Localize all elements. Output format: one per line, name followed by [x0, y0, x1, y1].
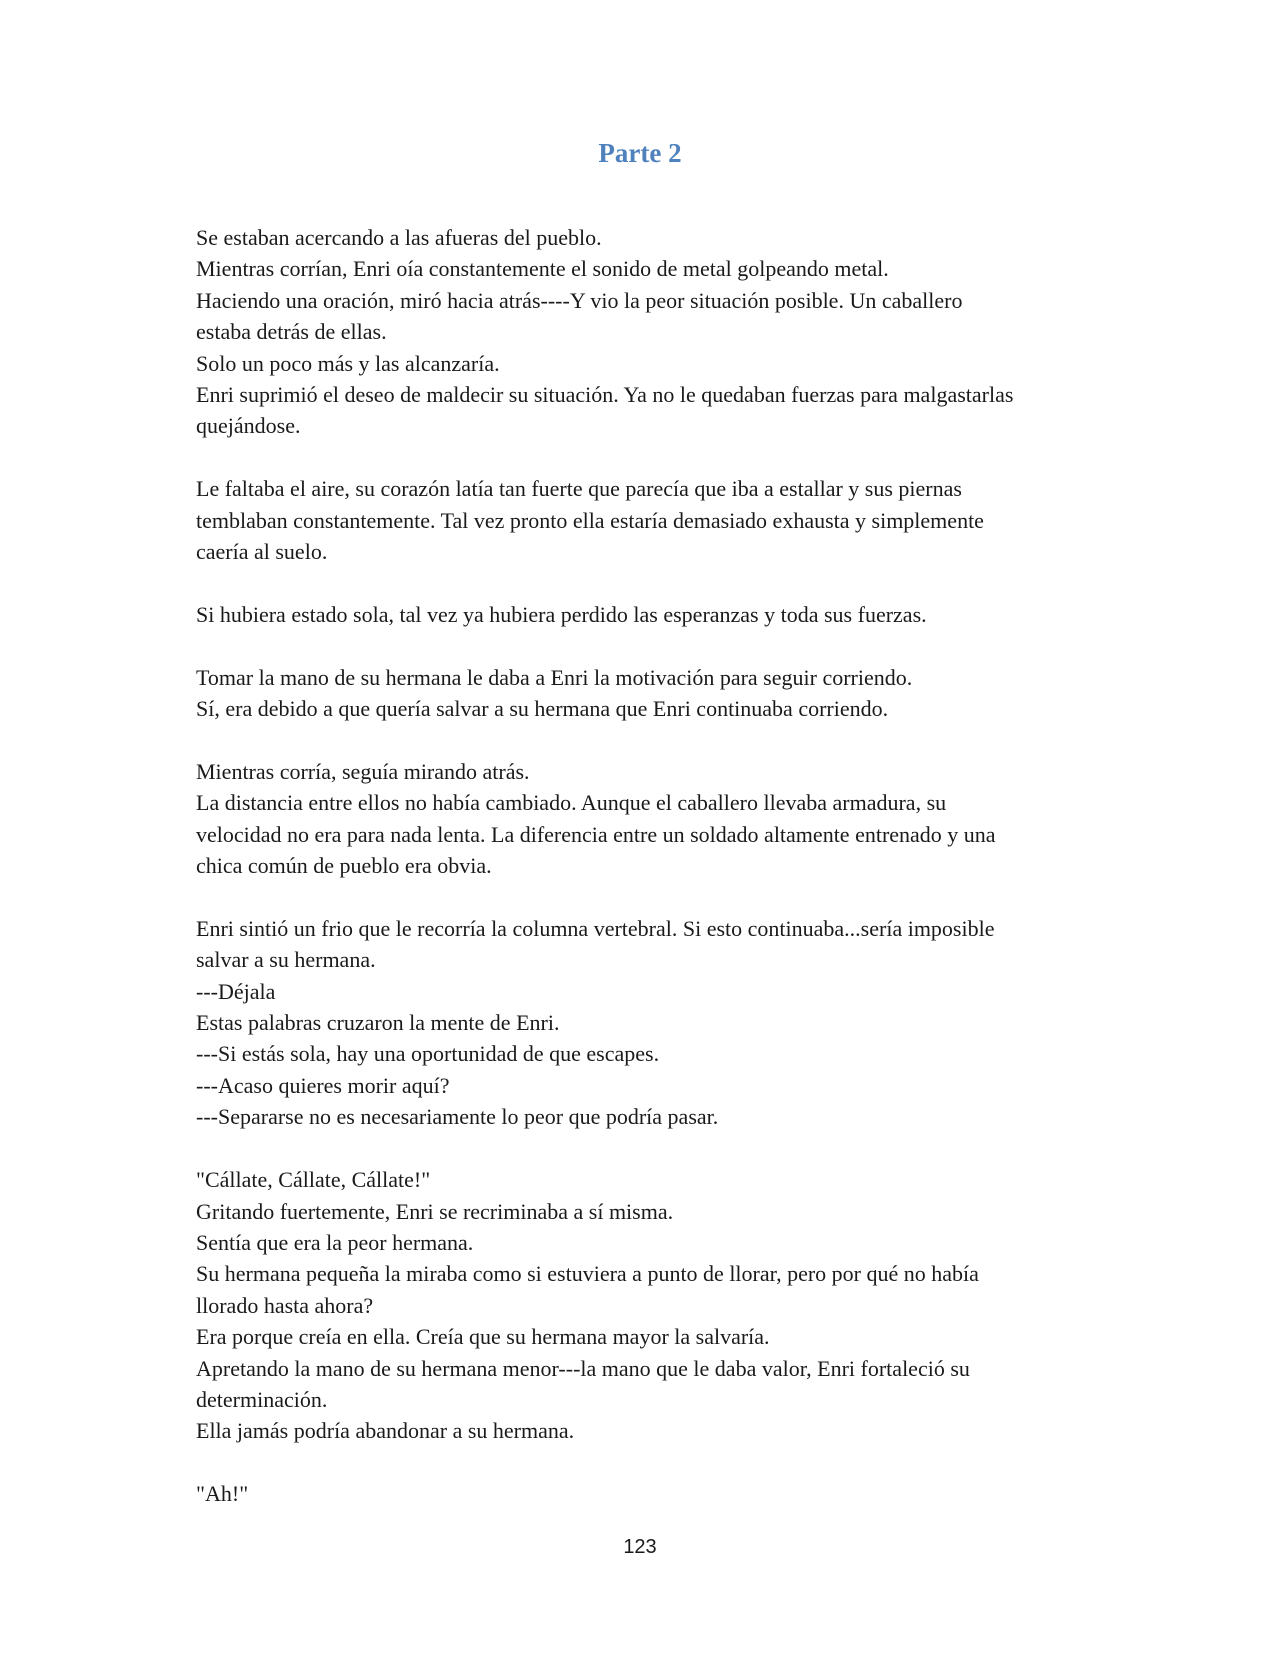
- page-heading: Parte 2: [598, 138, 682, 168]
- text-line: estaba detrás de ellas.: [196, 319, 387, 345]
- blank-line: [196, 881, 1096, 912]
- text-line: Gritando fuertemente, Enri se recriminaba a sí misma.: [196, 1198, 674, 1224]
- body-text: [196, 222, 1096, 1510]
- page-number: 123: [623, 1536, 657, 1558]
- text-line: Era porque creía en ella. Creía que su hermana mayor la salvaría.: [196, 1324, 770, 1350]
- text-line: determinación.: [196, 1386, 328, 1412]
- text-line: Apretando la mano de su hermana menor---la mano que le daba valor, Enri fortaleció su: [196, 1355, 970, 1381]
- text-line: ---Acaso quieres morir aquí?: [196, 1072, 450, 1098]
- text-line: Si hubiera estado sola, tal vez ya hubiera perdido las esperanzas y toda sus fuerzas.: [196, 601, 927, 627]
- text-line: Enri sintió un frio que le recorría la columna vertebral. Si esto continuaba...sería imposible: [196, 915, 995, 941]
- text-line: Haciendo una oración, miró hacia atrás----Y vio la peor situación posible. Un caballero: [196, 287, 963, 313]
- text-line: "Cállate, Cállate, Cállate!": [196, 1167, 431, 1193]
- text-line: llorado hasta ahora?: [196, 1292, 374, 1318]
- text-line: caería al suelo.: [196, 539, 328, 565]
- text-line: Le faltaba el aire, su corazón latía tan fuerte que parecía que iba a estallar y sus piernas: [196, 476, 962, 502]
- text-line: quejándose.: [196, 413, 301, 439]
- text-line: Ella jamás podría abandonar a su hermana.: [196, 1418, 575, 1444]
- text-line: Tomar la mano de su hermana le daba a Enri la motivación para seguir corriendo.: [196, 664, 913, 690]
- blank-line: [196, 442, 1096, 473]
- text-line: Sí, era debido a que quería salvar a su hermana que Enri continuaba corriendo.: [196, 696, 889, 722]
- text-line: temblaban constantemente. Tal vez pronto ella estaría demasiado exhausta y simplemente: [196, 507, 984, 533]
- blank-line: [196, 567, 1096, 598]
- text-line: Sentía que era la peor hermana.: [196, 1229, 474, 1255]
- blank-line: [196, 724, 1096, 755]
- text-line: ---Separarse no es necesariamente lo peor que podría pasar.: [196, 1104, 719, 1130]
- blank-line: [196, 1447, 1096, 1478]
- text-line: Estas palabras cruzaron la mente de Enri.: [196, 1010, 560, 1036]
- text-line: salvar a su hermana.: [196, 947, 376, 973]
- text-line: Se estaban acercando a las afueras del pueblo.: [196, 225, 602, 250]
- text-line: Solo un poco más y las alcanzaría.: [196, 350, 500, 376]
- text-line: Enri suprimió el deseo de maldecir su situación. Ya no le quedaban fuerzas para malgastarlas: [196, 382, 1014, 408]
- text-line: Mientras corrían, Enri oía constantemente el sonido de metal golpeando metal.: [196, 256, 889, 282]
- blank-line: [196, 1133, 1096, 1164]
- text-line: velocidad no era para nada lenta. La diferencia entre un soldado altamente entrenado y una: [196, 821, 996, 847]
- text-line: "Ah!": [196, 1481, 249, 1507]
- text-line: Mientras corría, seguía mirando atrás.: [196, 758, 530, 784]
- text-line: La distancia entre ellos no había cambiado. Aunque el caballero llevaba armadura, su: [196, 790, 947, 816]
- blank-line: [196, 630, 1096, 661]
- text-line: Su hermana pequeña la miraba como si estuviera a punto de llorar, pero por qué no había: [196, 1261, 979, 1287]
- text-line: ---Si estás sola, hay una oportunidad de que escapes.: [196, 1041, 660, 1067]
- text-line: ---Déjala: [196, 978, 276, 1004]
- text-line: chica común de pueblo era obvia.: [196, 853, 492, 879]
